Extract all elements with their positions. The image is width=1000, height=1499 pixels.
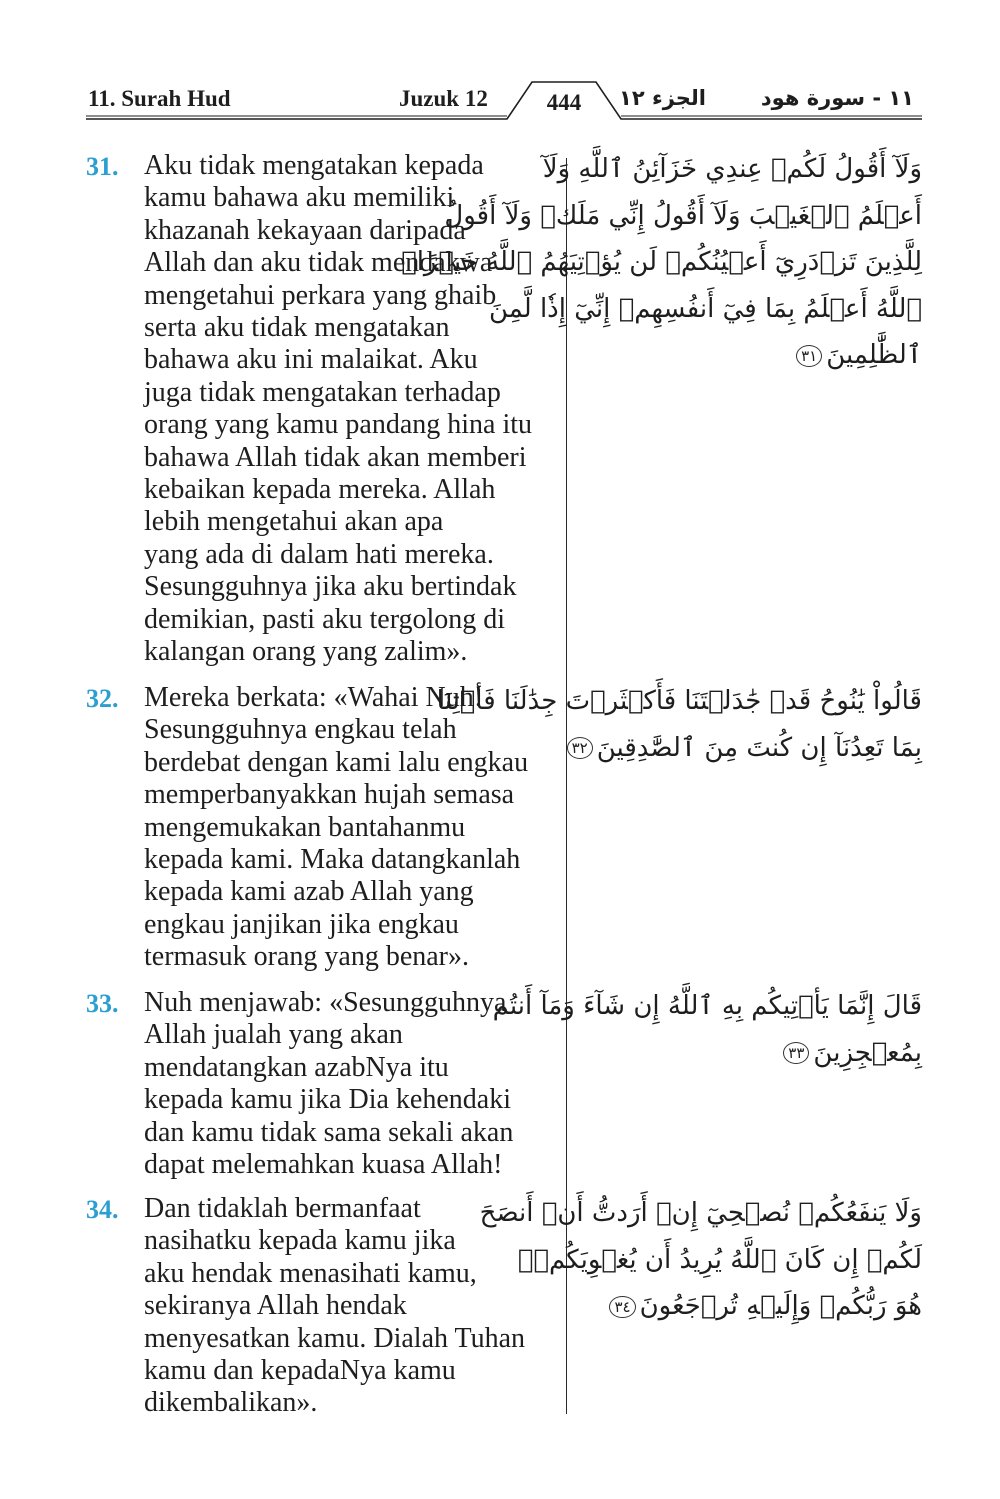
translation-line: kamu bahawa aku memiliki	[144, 182, 455, 214]
surah-title-latin: 11. Surah Hud	[88, 86, 231, 111]
ayah-end-marker: ٣٢	[567, 737, 593, 759]
arabic-line: قَالُواْ يَٰنُوحُ قَدۡ جَٰدَلۡتَنَا فَأَكۡثَرۡتَ جِدَٰلَنَا فَأۡتِنَا	[436, 686, 922, 716]
translation-line: engkau janjikan jika engkau	[144, 908, 459, 940]
translation-line: Aku tidak mengatakan kepada	[144, 150, 484, 181]
translation-line: dapat melemahkan kuasa Allah!	[144, 1149, 503, 1181]
verse-arabic	[436, 678, 922, 771]
translation-line: demikian, pasti aku tergolong di	[144, 603, 506, 635]
arabic-line: وَلَآ أَقُولُ لَكُمۡ عِندِي خَزَآئِنُ ٱللَّهِ وَلَآ	[542, 154, 922, 184]
arabic-line: ٱللَّهُ أَعۡلَمُ بِمَا فِيٓ أَنفُسِهِمۡ إِنِّيٓ إِذٗا لَّمِنَ	[488, 293, 922, 324]
arabic-line: قَالَ إِنَّمَا يَأۡتِيكُم بِهِ ٱللَّهُ إِن شَآءَ وَمَآ أَنتُم	[492, 991, 922, 1021]
verse-arabic	[492, 983, 922, 1076]
page-number: 444	[546, 90, 582, 115]
translation-line: Allah dan aku tidak mendakwa	[144, 247, 493, 279]
translation-line: nasihatku kepada kamu jika	[144, 1225, 456, 1257]
translation-line: dan kamu tidak sama sekali akan	[144, 1116, 514, 1148]
translation-line: Sesungguhnya jika aku bertindak	[144, 571, 517, 603]
translation-line: kepada kamu jika Dia kehendaki	[144, 1084, 511, 1116]
translation-line: Allah jualah yang akan	[144, 1019, 403, 1051]
arabic-line	[571, 725, 922, 772]
translation-line: kalangan orang yang zalim».	[144, 636, 468, 668]
verse-arabic	[479, 1190, 922, 1330]
arabic-line	[582, 1283, 922, 1330]
translation-line: Mereka berkata: «Wahai Nuh!	[144, 682, 484, 713]
translation-line: bahawa aku ini malaikat. Aku	[144, 344, 478, 376]
verse-number: 34.	[86, 1195, 119, 1224]
arabic-text: ٱلظَّٰلِمِينَ	[826, 340, 922, 370]
arabic-line	[582, 1030, 922, 1077]
translation-line: mengemukakan bantahanmu	[144, 811, 466, 843]
translation-line: termasuk orang yang benar».	[144, 941, 469, 973]
translation-line: kamu dan kepadaNya kamu	[144, 1355, 456, 1387]
translation-line: dikembalikan».	[144, 1387, 318, 1419]
translation-line: yang ada di dalam hati mereka.	[144, 538, 494, 570]
translation-line: aku hendak menasihati kamu,	[144, 1257, 477, 1289]
translation-line: khazanah kekayaan daripada	[144, 214, 466, 246]
arabic-line: لَكُمۡ إِن كَانَ ٱللَّهُ يُرِيدُ أَن يُغۡوِيَكُمۡۚ	[517, 1244, 922, 1275]
translation-line: memperbanyakkan hujah semasa	[144, 779, 515, 811]
translation-line: Nuh menjawab: «Sesungguhnya	[144, 987, 507, 1018]
arabic-line	[582, 332, 922, 379]
header-rule	[0, 0, 1000, 130]
translation-line: sekiranya Allah hendak	[144, 1290, 407, 1322]
verse-arabic	[401, 146, 922, 379]
surah-title-arabic: ١١ - سورة هود	[760, 86, 914, 110]
translation-line: serta aku tidak mengatakan	[144, 312, 450, 344]
arabic-text: بِمُعۡجِزِينَ	[813, 1037, 922, 1068]
translation-line: kebaikan kepada mereka. Allah	[144, 474, 496, 506]
translation-line: mengetahui perkara yang ghaib	[144, 279, 497, 311]
verse-translation	[144, 682, 564, 974]
arabic-line: لِلَّذِينَ تَزۡدَرِيٓ أَعۡيُنُكُمۡ لَن يُؤۡتِيَهُمُ ٱللَّهُ خَيۡرًاۖ	[401, 247, 922, 277]
translation-line: Sesungguhnya engkau telah	[144, 714, 457, 746]
arabic-line: وَلَا يَنفَعُكُمۡ نُصۡحِيٓ إِنۡ أَرَدتُّ أَنۡ أَنصَحَ	[479, 1198, 922, 1228]
arabic-line: أَعۡلَمُ ٱلۡغَيۡبَ وَلَآ أَقُولُ إِنِّي مَلَكٞ وَلَآ أَقُولُ	[444, 200, 922, 231]
translation-line: mendatangkan azabNya itu	[144, 1051, 449, 1083]
ayah-end-marker: ٣٤	[609, 1296, 635, 1318]
verse-number: 31.	[86, 152, 119, 181]
ayah-end-marker: ٣٣	[783, 1042, 809, 1064]
arabic-text: هُوَ رَبُّكُمۡ وَإِلَيۡهِ تُرۡجَعُونَ	[639, 1291, 922, 1321]
translation-line: menyesatkan kamu. Dialah Tuhan	[144, 1322, 526, 1354]
verse-number: 33.	[86, 989, 119, 1018]
translation-line: lebih mengetahui akan apa	[144, 506, 444, 538]
juzuk-label: Juzuk 12	[399, 86, 488, 111]
translation-line: juga tidak mengatakan terhadap	[144, 376, 501, 408]
ayah-end-marker: ٣١	[796, 345, 822, 367]
translation-line: berdebat dengan kami lalu engkau	[144, 746, 529, 778]
arabic-text: بِمَا تَعِدُنَآ إِن كُنتَ مِنَ ٱلصَّٰدِقِينَ	[596, 732, 922, 763]
translation-line: bahawa Allah tidak akan memberi	[144, 441, 527, 473]
translation-line: Dan tidaklah bermanfaat	[144, 1193, 421, 1224]
juz-label-arabic: الجزء ١٢	[619, 86, 706, 110]
translation-line: kepada kami. Maka datangkanlah	[144, 844, 521, 876]
verse-number: 32.	[86, 684, 119, 713]
translation-line: kepada kami azab Allah yang	[144, 876, 474, 908]
translation-line: orang yang kamu pandang hina itu	[144, 409, 533, 441]
